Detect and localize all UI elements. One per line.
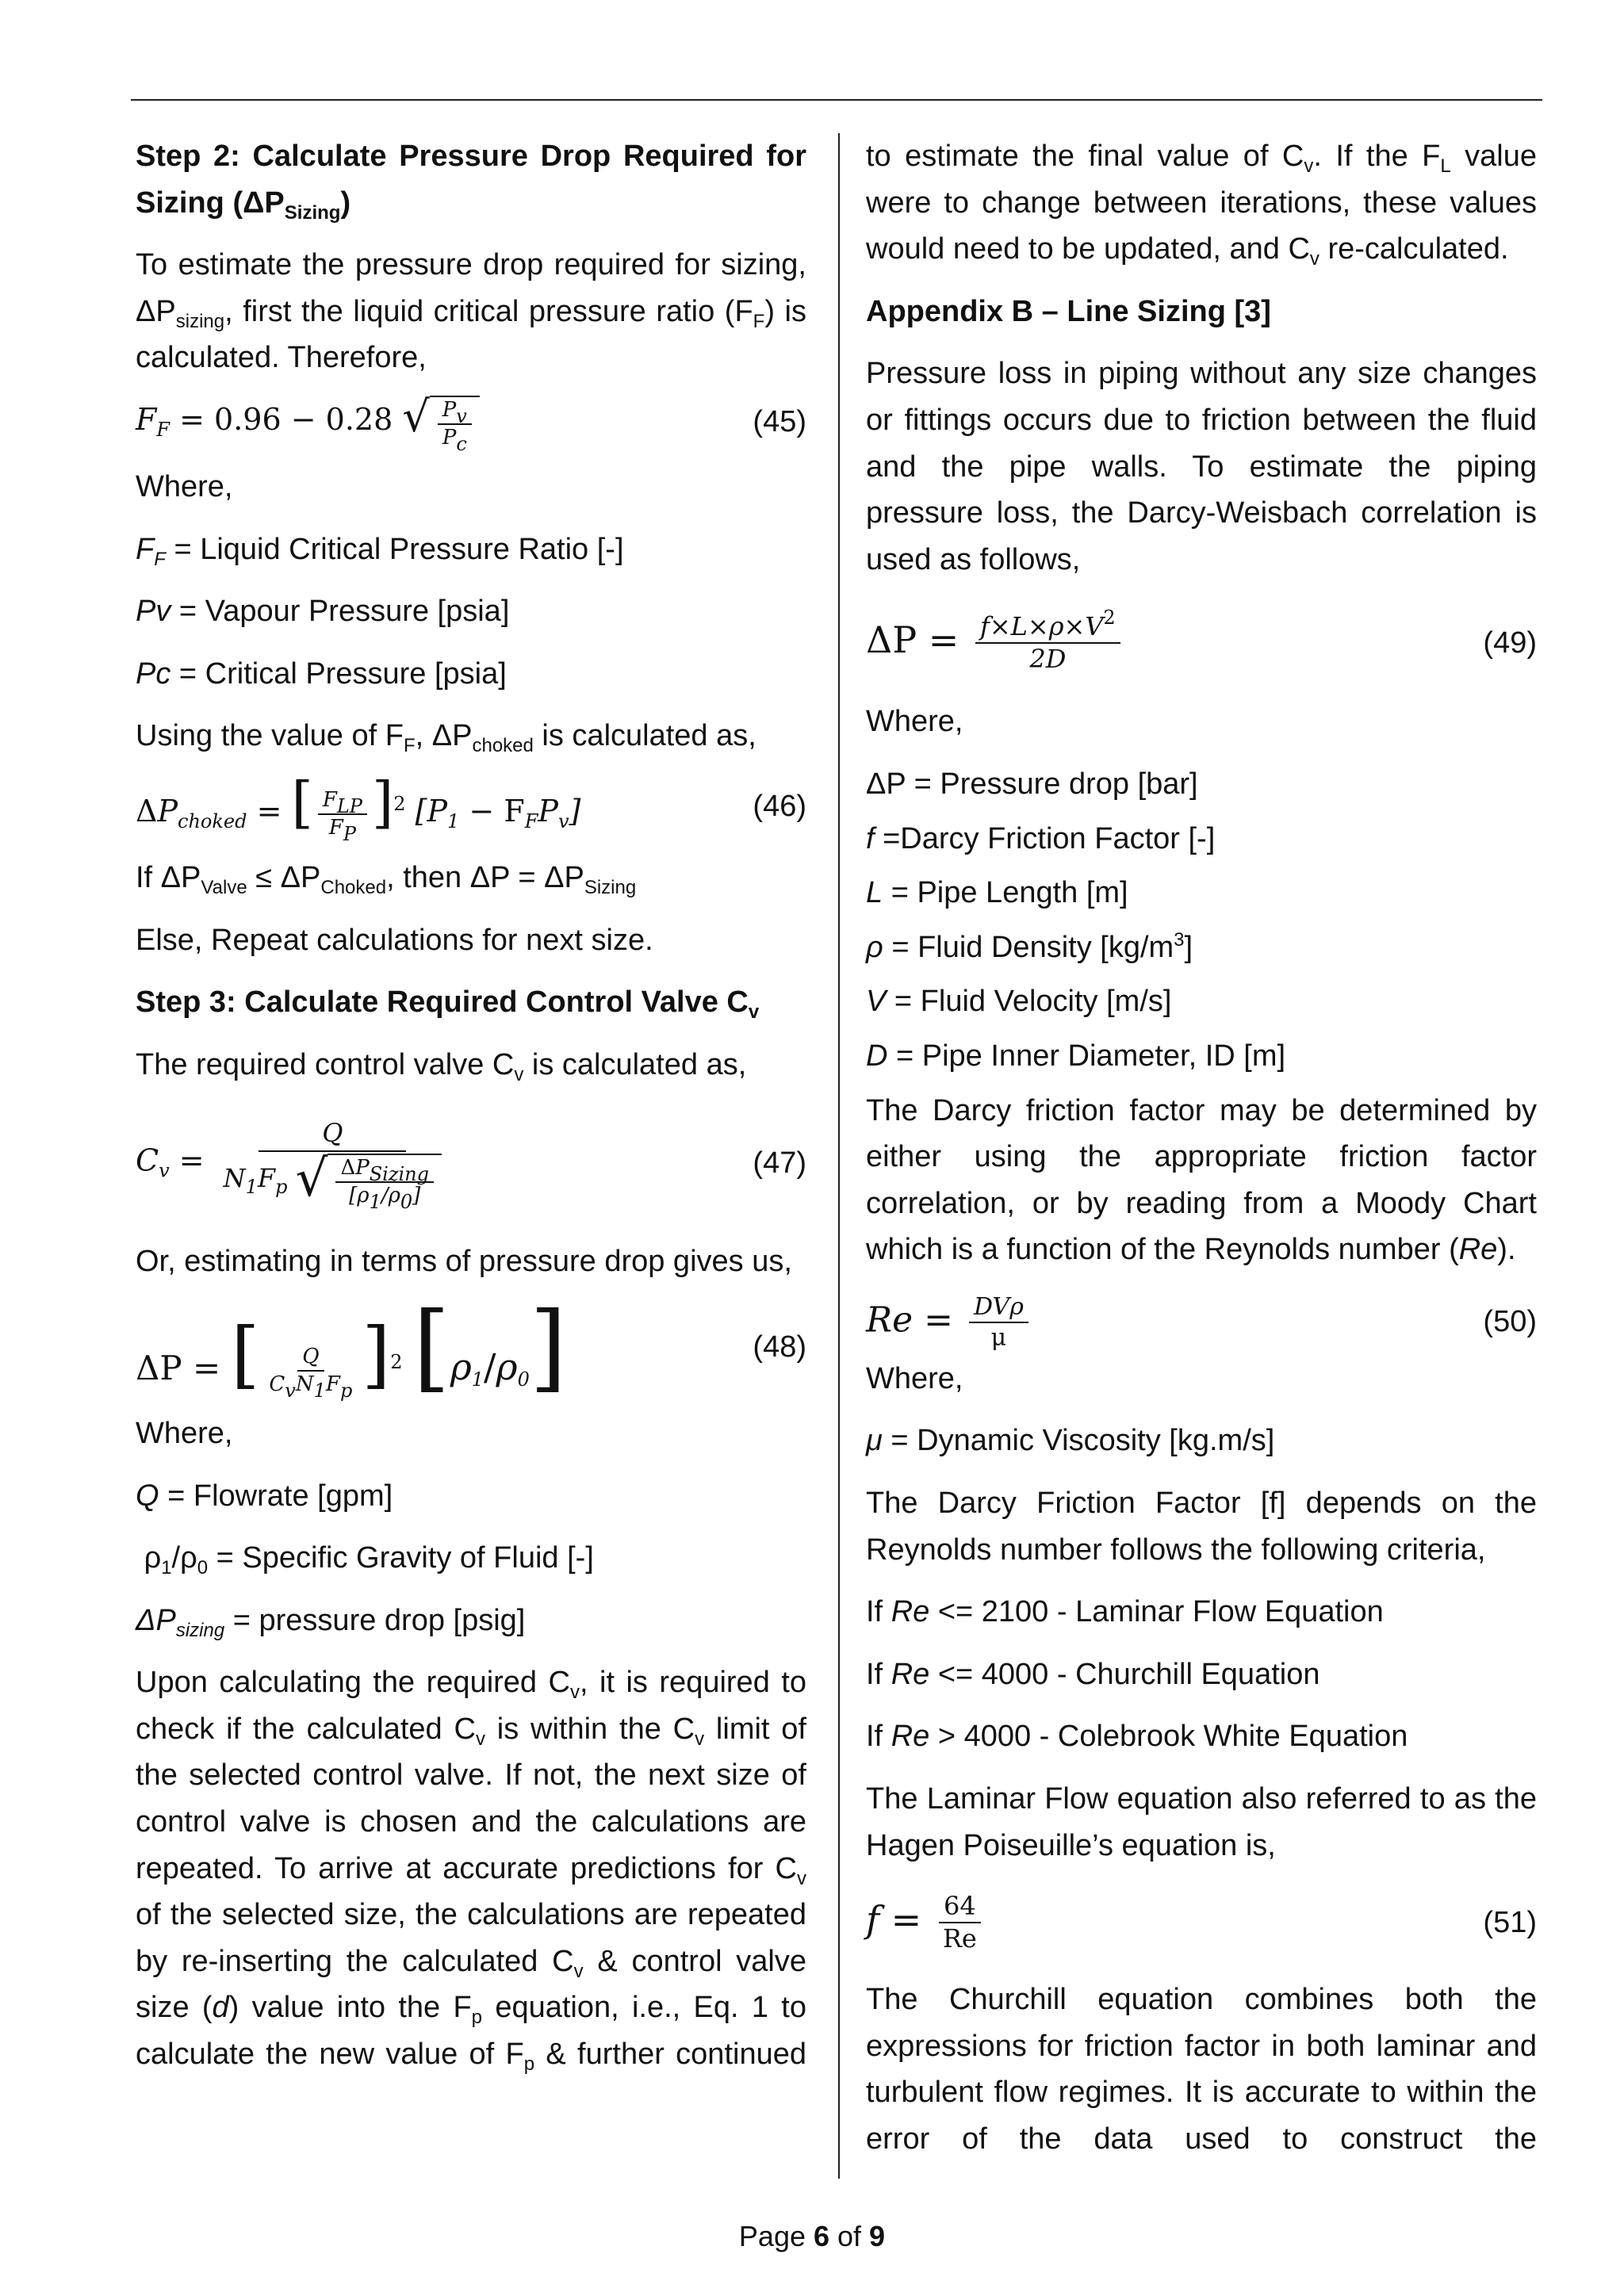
choked-intro: Using the value of $F_F$, $\Delta P_{choked}$ is calculated as, (136, 719, 756, 757)
definition-f: f =Darcy Friction Factor [-] (866, 821, 1216, 855)
continuation-paragraph: to estimate the final value of $C_v$. If the $F_L$ value were to change between iterations, these values would need to be updated, and $C_v$ re-calculated. (866, 140, 1537, 270)
equation-48: ΔP = [ $\frac{Q}{C_vN_1F_p}$ ]$^2$ $[\rho_1/\rho_0]$ (48) (136, 1292, 806, 1402)
where-label: Where, (136, 469, 233, 503)
equation-45: $F_F = 0.96 - 0.28$ √ $\frac{P_v}{P_c}$ (45) (136, 392, 806, 455)
equation-51-number: (51) (1483, 1905, 1537, 1939)
header-rule (131, 99, 1542, 101)
equation-51: f = $\frac{64}{Re}$ (51) (866, 1891, 1537, 1954)
right-column (866, 133, 1537, 2163)
definition-ff: $F_F$ = Liquid Critical Pressure Ratio [-] (136, 532, 624, 570)
page-footer: Page 6 of 9 (738, 2220, 886, 2252)
equation-48-number: (48) (753, 1330, 806, 1364)
definition-pv: Pv = Vapour Pressure [psia] (136, 595, 510, 629)
equation-50-number: (50) (1483, 1305, 1537, 1339)
definition-dp-sizing: $\Delta P_{sizing}$ = pressure drop [psig] (136, 1603, 526, 1641)
equation-46-number: (46) (753, 790, 806, 824)
step3-heading: Step 3: Calculate Required Control Valve $C_v$ (136, 985, 760, 1024)
definition-delta-p: ΔP = Pressure drop [bar] (866, 767, 1198, 801)
laminar-intro: The Laminar Flow equation also referred to as the Hagen Poiseuille’s equation is, (866, 1782, 1537, 1862)
where-label-2: Where, (136, 1416, 233, 1450)
criteria-paragraph: The Darcy Friction Factor [f] depends on the Reynolds number follows the following criteria, (866, 1487, 1537, 1567)
step3-intro: The required control valve $C_v$ is calculated as, (136, 1047, 747, 1085)
definition-v: V = Fluid Velocity [m/s] (866, 985, 1172, 1019)
definition-specific-gravity: $\rho_1/\rho_0$ = Specific Gravity of Fluid [-] (144, 1541, 594, 1579)
equation-47-number: (47) (753, 1146, 806, 1180)
definition-q: Q = Flowrate [gpm] (136, 1479, 393, 1513)
equation-45-number: (45) (753, 405, 806, 439)
equation-46: $\Delta P_{choked}$ = [ $\frac{F_{LP}}{F_P}$ ]$^2$ $[P_1 - F_FP_v]$ (46) (136, 770, 806, 845)
criterion-colebrook: If Re > 4000 - Colebrook White Equation (866, 1720, 1408, 1754)
definition-l: L = Pipe Length [m] (866, 876, 1128, 910)
where-label-4: Where, (866, 1361, 963, 1395)
step2-heading: Step 2: Calculate Pressure Drop Required for Sizing $(\Delta P_{Sizing})$ (136, 140, 806, 224)
criterion-laminar: If Re <= 2100 - Laminar Flow Equation (866, 1595, 1384, 1629)
step2-intro: To estimate the pressure drop required for sizing, $\Delta P_{sizing}$, first the liquid critical pressure ratio $(F_F)$ is calculated. Therefore, (136, 248, 807, 375)
equation-50: Re = $\frac{\text{DVρ}}{\mu}$ (50) (866, 1292, 1537, 1352)
definition-rho: ρ = Fluid Density $[kg/m^3]$ (866, 928, 1193, 964)
equation-49-number: (49) (1483, 626, 1537, 660)
criterion-churchill: If Re <= 4000 - Churchill Equation (866, 1657, 1320, 1691)
pressure-drop-intro: Or, estimating in terms of pressure drop gives us, (136, 1245, 792, 1279)
definition-pc: Pc = Critical Pressure [psia] (136, 656, 507, 691)
cv-check-paragraph: Upon calculating the required $C_v$, it is required to check if the calculated $C_v$ is within the $C_v$ limit of the selected control valve. If not, the next size of control valve is chosen and the calculations are repeated. To arrive at accurate predictions for $C_v$ of the selected size, the calculations are repeated by re-inserting the calculated $C_v$ & control valve size (d) value into the $F_p$ equation, i.e., Eq. 1 to calculate the new value of $F_p$ & further continued (136, 1666, 806, 2076)
choked-condition: If $\Delta P_{Valve} \le \Delta P_{Choked}$, then $\Delta P = \Delta P_{Sizing}$ (136, 860, 637, 898)
definition-mu: μ = Dynamic Viscosity [kg.m/s] (866, 1424, 1275, 1458)
friction-factor-paragraph: The Darcy friction factor may be determined by either using the appropriate friction factor correlation, or by reading from a Moody Chart which is a function of the Reynolds number (Re). (866, 1093, 1537, 1267)
column-divider (838, 133, 840, 2179)
appendix-b-heading: Appendix B – Line Sizing [3] (866, 294, 1271, 328)
pressure-loss-paragraph: Pressure loss in piping without any size changes or fittings occurs due to friction between the fluid and the pipe walls. To estimate the piping pressure loss, the Darcy-Weisbach correlation is used as follows, (866, 357, 1537, 576)
repeat-note: Else, Repeat calculations for next size. (136, 923, 653, 957)
left-column (136, 133, 806, 2078)
definition-d: D = Pipe Inner Diameter, ID [m] (866, 1039, 1286, 1073)
equation-49: ΔP = $\frac{f\times L\times\rho\times V^2}{2D}$ (49) (866, 607, 1537, 675)
where-label-3: Where, (866, 705, 963, 739)
churchill-paragraph: The Churchill equation combines both the expressions for friction factor in both laminar and turbulent flow regimes. It is accurate to within the error of the data used to construct the (866, 1983, 1537, 2156)
equation-47: $C_v$ = Q $N_1F_p$ √ $\frac{\Delta P_{Sizing}}{[\rho_1/\rho_0]}$ (47) (136, 1118, 806, 1213)
